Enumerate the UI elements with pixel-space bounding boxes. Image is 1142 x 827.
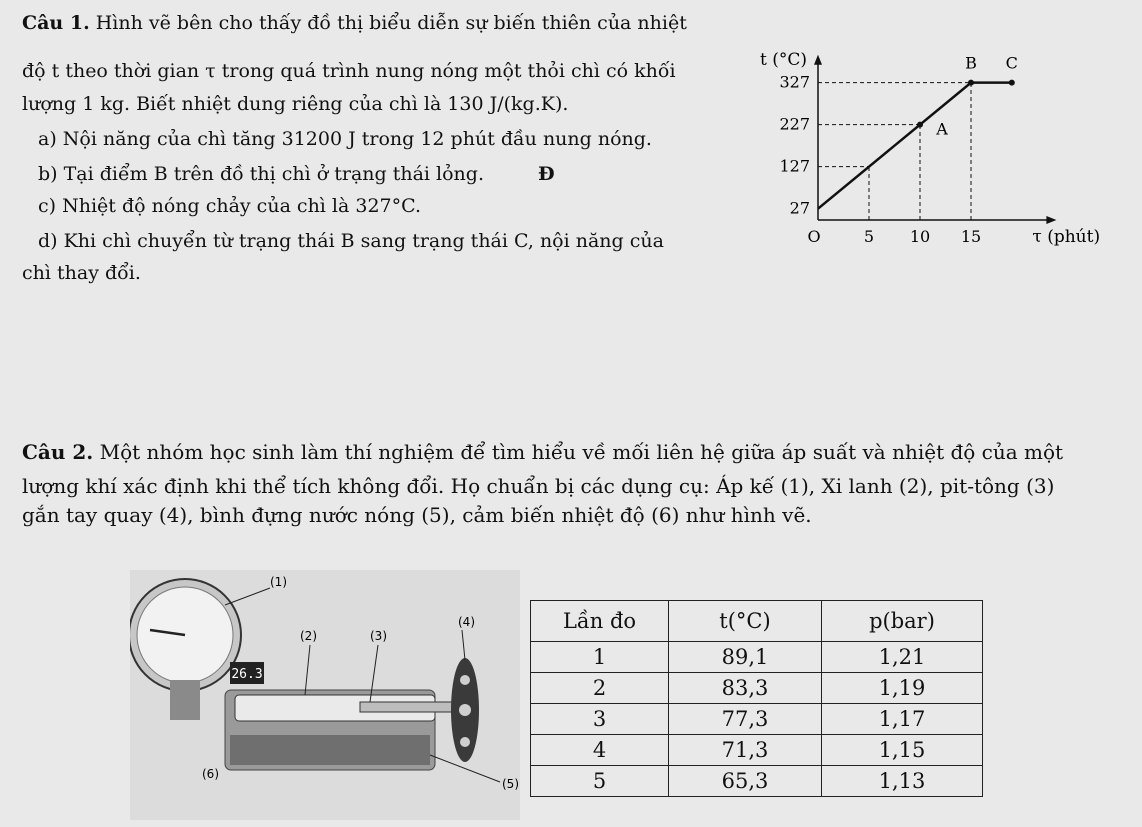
cell-pressure: 1,17 bbox=[822, 704, 983, 735]
cell-pressure: 1,21 bbox=[822, 642, 983, 673]
question1-item-d: d) Khi chì chuyển từ trạng thái B sang trạng thái C, nội năng của bbox=[38, 230, 664, 252]
table-row bbox=[531, 735, 983, 766]
gauge-stem bbox=[170, 680, 200, 720]
table-row bbox=[531, 673, 983, 704]
header-lan-do: Lần đo bbox=[531, 601, 669, 642]
header-pressure: p(bar) bbox=[822, 601, 983, 642]
measurement-table bbox=[530, 600, 983, 797]
cell-temperature: 77,3 bbox=[669, 704, 822, 735]
y-tick-label: 127 bbox=[779, 156, 810, 176]
sensor-reading: 26.3 bbox=[231, 667, 263, 682]
question2-line3: gắn tay quay (4), bình đựng nước nóng (5), cảm biến nhiệt độ (6) như hình vẽ. bbox=[22, 503, 812, 527]
point-b bbox=[968, 80, 974, 86]
temperature-time-chart bbox=[748, 20, 1138, 260]
apparatus-label-1: (1) bbox=[270, 575, 287, 589]
crank-wheel-hub bbox=[459, 704, 471, 716]
question2-line1-text: Một nhóm học sinh làm thí nghiệm để tìm hiểu về mối liên hệ giữa áp suất và nhiệt độ của một bbox=[93, 440, 1064, 464]
apparatus-label-3: (3) bbox=[370, 629, 387, 643]
y-tick-label: 27 bbox=[789, 198, 810, 218]
point-label-a: A bbox=[936, 119, 948, 139]
question1-title-text: Hình vẽ bên cho thấy đồ thị biểu diễn sự biến thiên của nhiệt bbox=[89, 12, 687, 34]
temperature-series-line bbox=[818, 83, 1012, 209]
header-temperature: t(°C) bbox=[669, 601, 822, 642]
y-tick-label: 227 bbox=[779, 114, 810, 134]
x-tick-label: 5 bbox=[863, 227, 875, 246]
cell-measurement: 5 bbox=[531, 766, 669, 797]
question2-line1 bbox=[22, 440, 1063, 464]
handwritten-answer-mark: Đ bbox=[538, 163, 555, 185]
cell-measurement: 1 bbox=[531, 642, 669, 673]
apparatus-label-6: (6) bbox=[202, 767, 219, 781]
apparatus-label-5: (5) bbox=[502, 777, 519, 791]
cell-pressure: 1,15 bbox=[822, 735, 983, 766]
y-axis-label: t (°C) bbox=[760, 49, 808, 70]
table-row bbox=[531, 704, 983, 735]
apparatus-label-2: (2) bbox=[300, 629, 317, 643]
point-label-c: C bbox=[1005, 53, 1018, 73]
x-axis-label: τ (phút) bbox=[1032, 227, 1101, 247]
cell-temperature: 83,3 bbox=[669, 673, 822, 704]
table-header-row bbox=[531, 601, 983, 642]
question1-item-a: a) Nội năng của chì tăng 31200 J trong 12 phút đầu nung nóng. bbox=[38, 128, 652, 150]
cell-temperature: 71,3 bbox=[669, 735, 822, 766]
point-a bbox=[917, 122, 923, 128]
point-c bbox=[1009, 80, 1015, 86]
x-axis-arrow bbox=[1046, 216, 1056, 224]
experiment-apparatus-illustration bbox=[130, 570, 520, 820]
question1-item-d-cont: chì thay đổi. bbox=[22, 262, 141, 284]
question2-label: Câu 2. bbox=[22, 440, 94, 464]
cell-measurement: 2 bbox=[531, 673, 669, 704]
cell-temperature: 65,3 bbox=[669, 766, 822, 797]
x-tick-label: 10 bbox=[909, 227, 931, 246]
y-axis-arrow bbox=[814, 55, 822, 65]
cell-measurement: 4 bbox=[531, 735, 669, 766]
question2-line2: lượng khí xác định khi thể tích không đổi. Họ chuẩn bị các dụng cụ: Áp kế (1), Xi lanh (2), pit-tông (3) bbox=[22, 474, 1055, 498]
table-row bbox=[531, 642, 983, 673]
crank-wheel-hole bbox=[460, 737, 470, 747]
apparatus-label-4: (4) bbox=[458, 615, 475, 629]
origin-label: O bbox=[807, 227, 821, 246]
question1-line3: lượng 1 kg. Biết nhiệt dung riêng của chì là 130 J/(kg.K). bbox=[22, 93, 569, 115]
question1-label: Câu 1. bbox=[22, 12, 90, 34]
y-tick-label: 327 bbox=[779, 72, 810, 92]
question1-title bbox=[22, 12, 687, 34]
container-base bbox=[230, 735, 430, 765]
point-label-b: B bbox=[965, 53, 977, 73]
cell-pressure: 1,13 bbox=[822, 766, 983, 797]
cell-pressure: 1,19 bbox=[822, 673, 983, 704]
x-tick-label: 15 bbox=[960, 227, 982, 246]
chart-layer bbox=[760, 50, 1100, 247]
table-row bbox=[531, 766, 983, 797]
cell-measurement: 3 bbox=[531, 704, 669, 735]
question1-item-c: c) Nhiệt độ nóng chảy của chì là 327°C. bbox=[38, 195, 422, 217]
cell-temperature: 89,1 bbox=[669, 642, 822, 673]
question1-line2: độ t theo thời gian τ trong quá trình nung nóng một thỏi chì có khối bbox=[22, 60, 676, 82]
question1-item-b: b) Tại điểm B trên đồ thị chì ở trạng thái lỏng. bbox=[38, 163, 484, 185]
crank-wheel-hole bbox=[460, 675, 470, 685]
